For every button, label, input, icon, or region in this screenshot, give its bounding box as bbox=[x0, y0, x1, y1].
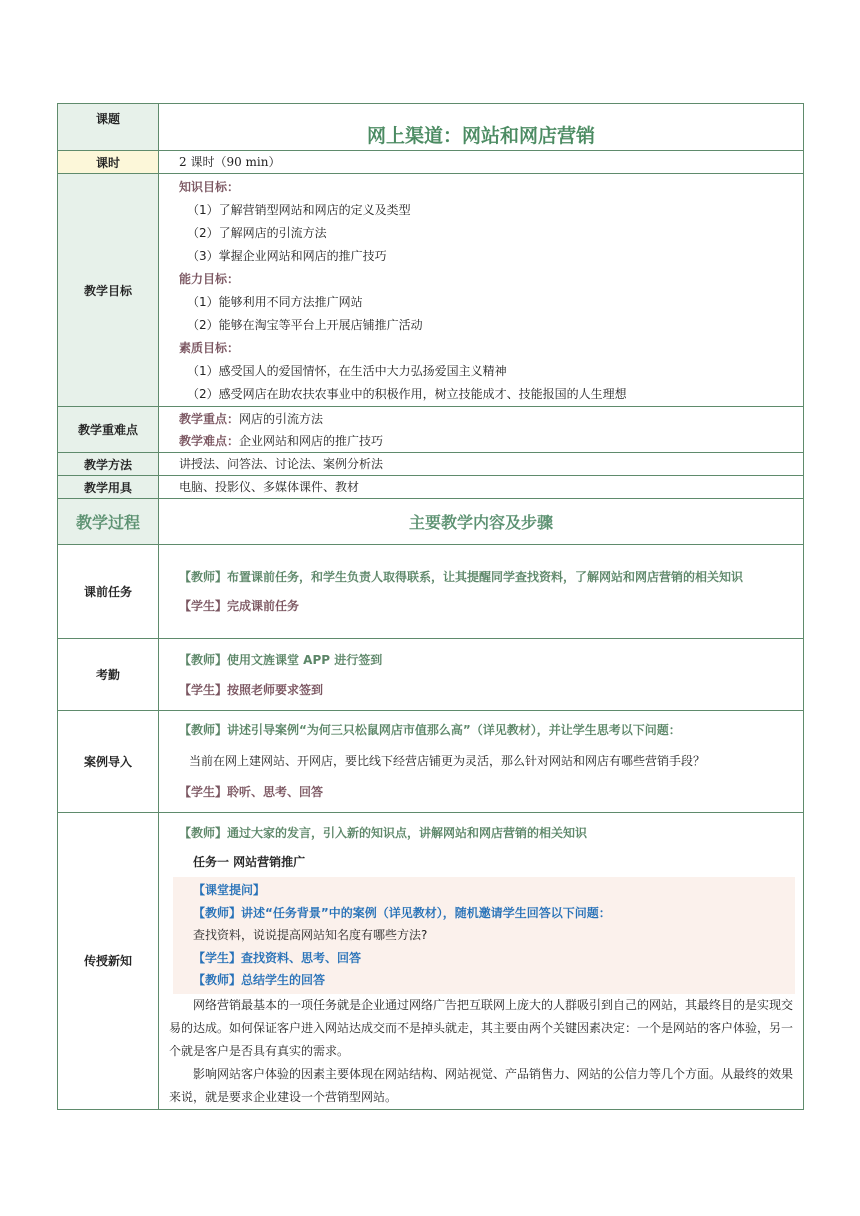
knowledge-title: 知识目标： bbox=[179, 180, 240, 194]
lesson-title: 网上渠道：网站和网店营销 bbox=[159, 104, 804, 151]
quality-item: （2）感受网店在助农扶农事业中的积极作用，树立技能成才、技能报国的人生理想 bbox=[187, 387, 627, 401]
pre-task-student: 【学生】完成课前任务 bbox=[179, 599, 300, 613]
process-header-value: 主要教学内容及步骤 bbox=[159, 499, 804, 545]
attendance-student: 【学生】按照老师要求签到 bbox=[179, 682, 324, 697]
pre-task-content bbox=[159, 545, 804, 639]
objectives-label: 教学目标 bbox=[58, 174, 159, 407]
methods-value: 讲授法、问答法、讨论法、案例分析法 bbox=[159, 453, 804, 476]
classroom-question-box bbox=[173, 877, 795, 994]
new-knowledge-label: 传授新知 bbox=[58, 813, 159, 1110]
case-intro-student: 【学生】聆听、思考、回答 bbox=[179, 785, 324, 799]
classroom-question-tag: 【课堂提问】 bbox=[193, 883, 266, 897]
case-intro-teacher: 【教师】讲述引导案例“为何三只松鼠网店市值那么高”（详见教材），并让学生思考以下问题： bbox=[179, 723, 681, 737]
difficulty-title: 教学难点： bbox=[179, 433, 240, 448]
knowledge-item: （1）了解营销型网站和网店的定义及类型 bbox=[187, 203, 411, 217]
question-text: 查找资料，说说提高网站知名度有哪些方法? bbox=[193, 928, 428, 942]
teacher-summary: 【教师】总结学生的回答 bbox=[193, 973, 326, 987]
case-intro-content bbox=[159, 711, 804, 813]
ability-item: （1）能够利用不同方法推广网站 bbox=[187, 295, 363, 309]
ability-item: （2）能够在淘宝等平台上开展店铺推广活动 bbox=[187, 318, 423, 332]
new-knowledge-content bbox=[159, 813, 804, 1110]
knowledge-item: （3）掌握企业网站和网店的推广技巧 bbox=[187, 249, 387, 263]
quality-title: 素质目标： bbox=[179, 341, 240, 355]
methods-label: 教学方法 bbox=[58, 453, 159, 476]
student-answer: 【学生】查找资料、思考、回答 bbox=[193, 950, 362, 965]
teacher-question: 【教师】讲述“任务背景”中的案例（详见教材），随机邀请学生回答以下问题： bbox=[193, 905, 611, 920]
process-header-label: 教学过程 bbox=[58, 499, 159, 545]
difficulty-value: 企业网站和网店的推广技巧 bbox=[239, 433, 384, 448]
key-points-content bbox=[159, 407, 804, 453]
new-knowledge-teacher: 【教师】通过大家的发言，引入新的知识点，讲解网站和网店营销的相关知识 bbox=[179, 826, 588, 840]
attendance-label: 考勤 bbox=[58, 639, 159, 711]
attendance-content bbox=[159, 639, 804, 711]
lesson-plan-table bbox=[57, 103, 804, 1110]
hours-label: 课时 bbox=[58, 151, 159, 174]
attendance-teacher: 【教师】使用文旌课堂 APP 进行签到 bbox=[179, 652, 383, 667]
tools-value: 电脑、投影仪、多媒体课件、教材 bbox=[159, 476, 804, 499]
knowledge-item: （2）了解网店的引流方法 bbox=[187, 226, 327, 240]
case-intro-label: 案例导入 bbox=[58, 711, 159, 813]
case-intro-question: 当前在网上建网站、开网店，要比线下经营店铺更为灵活，那么针对网站和网店有哪些营销手段？ bbox=[189, 754, 706, 768]
pre-task-teacher: 【教师】布置课前任务，和学生负责人取得联系，让其提醒同学查找资料，了解网站和网店营销的相关知识 bbox=[179, 570, 744, 584]
paragraph: 影响网站客户体验的因素主要体现在网站结构、网站视觉、产品销售力、网站的公信力等几个方面。从最终的效果来说，就是要求企业建设一个营销型网站。 bbox=[169, 1066, 794, 1104]
objectives-content bbox=[159, 174, 804, 407]
key-value: 网店的引流方法 bbox=[239, 411, 324, 426]
quality-item: （1）感受国人的爱国情怀，在生活中大力弘扬爱国主义精神 bbox=[187, 364, 507, 378]
key-title: 教学重点： bbox=[179, 411, 240, 426]
task-title: 任务一 网站营销推广 bbox=[193, 855, 306, 869]
key-points-label: 教学重难点 bbox=[58, 407, 159, 453]
topic-label: 课题 bbox=[58, 104, 159, 151]
hours-value: 2 课时（90 min） bbox=[159, 151, 804, 174]
ability-title: 能力目标： bbox=[179, 272, 240, 286]
paragraph: 网络营销最基本的一项任务就是企业通过网络广告把互联网上庞大的人群吸引到自己的网站，其最终目的是实现交易的达成。如何保证客户进入网站达成交而不是掉头就走，其主要由两个关键因素决定：一个是网站的客户体验，另一个就是客户是否具有真实的需求。 bbox=[169, 997, 794, 1058]
tools-label: 教学用具 bbox=[58, 476, 159, 499]
pre-task-label: 课前任务 bbox=[58, 545, 159, 639]
